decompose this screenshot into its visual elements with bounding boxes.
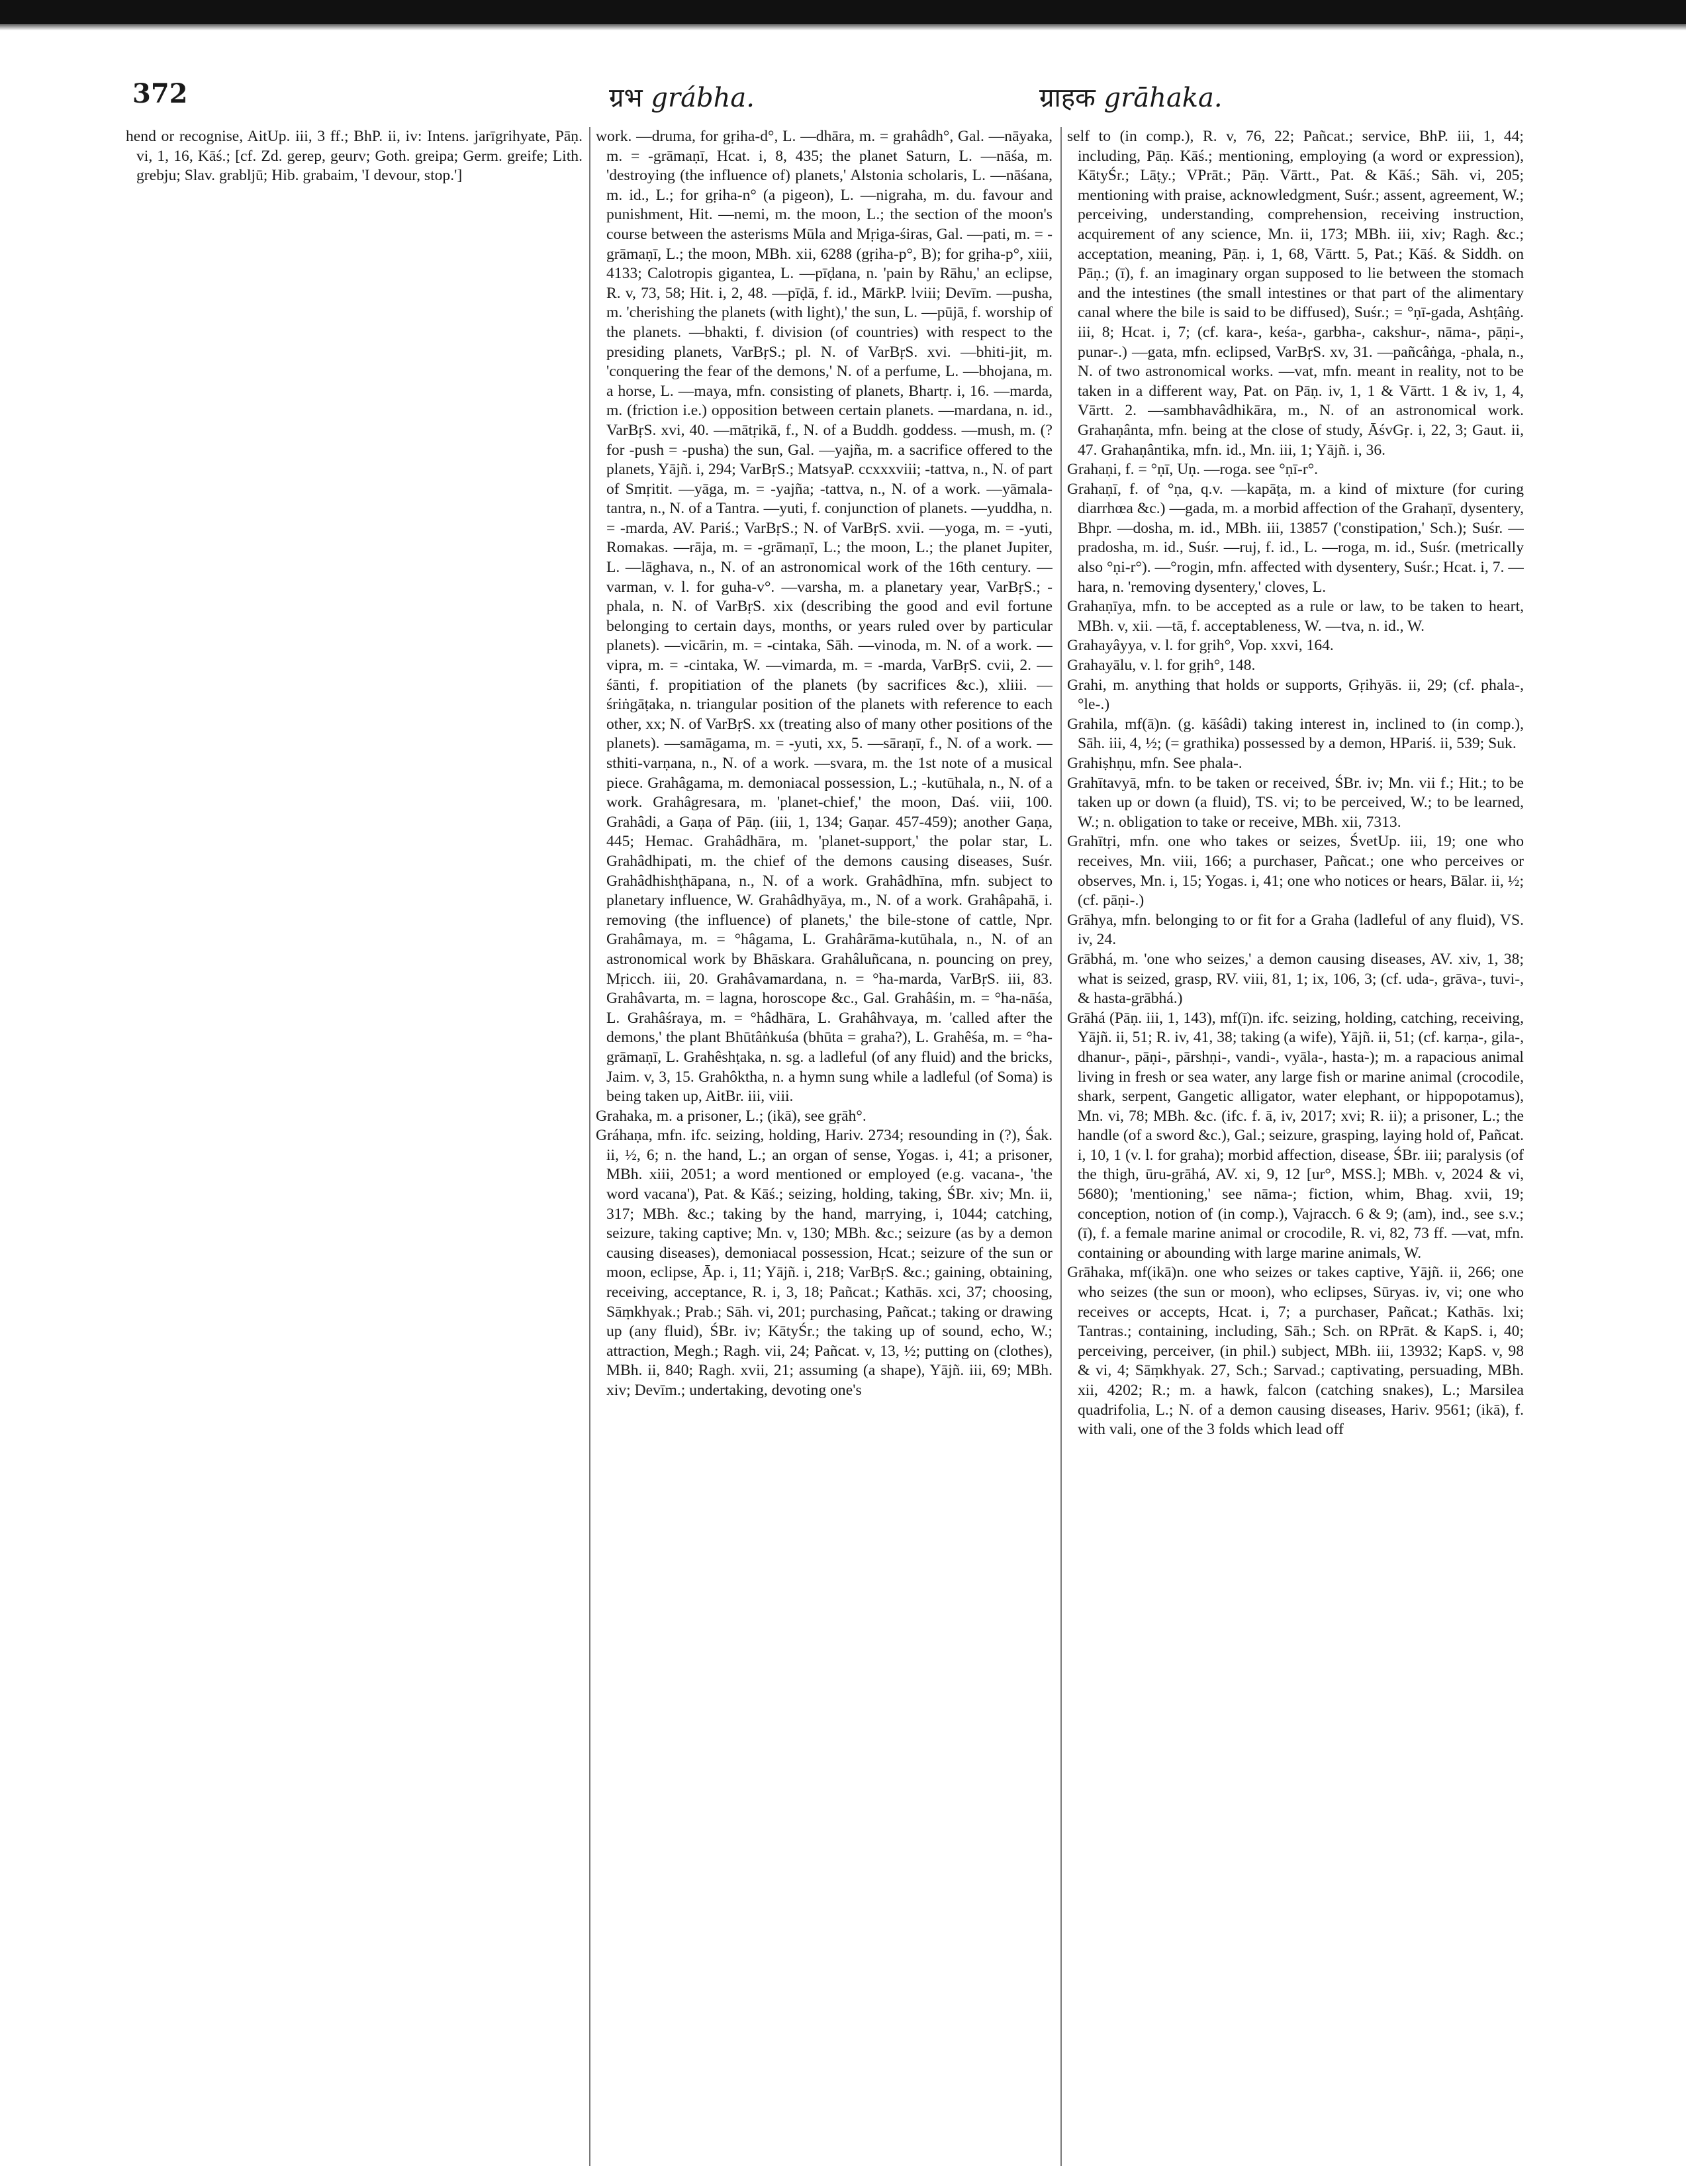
column-2-entry-3: Gráhaṇa, mfn. ifc. seizing, holding, Hariv. 2734; resounding in (?), Śak. ii, ½, 6; n. the hand, L.; an organ of sense, Yogas. i, 41; a prisoner, MBh. xiii, 2051; a word mentioned or employed (e.g. vacana-, 'the word vacana'), Pat. & Kāś.; seizing, holding, taking, ŚBr. xiv; Mn. ii, 317; MBh. &c.; taking by the hand, marrying, i, 1044; catching, seizure, taking captive; Mn. v, 130; MBh. &c.; seizure (as by a demon causing diseases), demoniacal possession, Hcat.; seizure of the sun or moon, eclipse, Āp. i, 11; Yājñ. i, 218; VarBṛS. &c.; gaining, obtaining, receiving, acceptance, R. i, 3, 18; Pañcat.; Kathās. xci, 37; choosing, Sāṃkhyak.; Prab.; Sāh. vi, 201; purchasing, Pañcat.; taking or drawing up (any fluid), ŚBr. iv; KātyŚr.; the taking up of sound, echo, W.; attraction, Megh.; Ragh. vii, 24; Pañcat. v, 13, ½; putting on (clothes), MBh. ii, 840; Ragh. xvii, 21; assuming (a shape), Yājñ. iii, 69; MBh. xiv; Devīm.; undertaking, devoting one's [596, 1127, 1053, 1399]
column-3-entry-6: Grahayālu, v. l. for gṛih°, 148. [1067, 657, 1256, 675]
left-running-head [609, 78, 755, 115]
right-head-word: grāhaka. [1103, 83, 1223, 113]
column-3-entry-14: Grāhá (Pāṇ. iii, 1, 143), mf(ī)n. ifc. seizing, holding, catching, receiving, Yājñ. ii, 51; R. iv, 41, 38; taking (a wife), Yājñ. ii, 51; (cf. karṇa-, gila-, dhanur-, pāṇi-, pārshṇi-, vandi-, vyāla-, hasta-); m. a rapacious animal living in fresh or sea water, any large fish or marine animal (crocodile, shark, serpent, Gangetic alligator, water elephant, or hippopotamus), Mn. vi, 78; MBh. &c. (ifc. f. ā, iv, 2017; xvi; R. ii); a prisoner, L.; the handle (of a sword &c.), Gal.; seizure, grasping, laying hold of, Pañcat. i, 10, 1 (v. l. for graha); morbid affection, disease, ŚBr. iii; paralysis (of the thigh, ūru-grāhá, AV. xi, 9, 12 [ur°, MSS.]; MBh. v, 2024 & vi, 5680); 'mentioning,' see nāma-; fiction, whim, Bhag. xvii, 19; conception, notion of (in comp.), Vajracch. 6 & 9; (am), ind., see s.v.; (ī), f. a female marine animal or crocodile, R. vi, 82, 73 ff. —vat, mfn. containing or abounding with large marine animals, W. [1067, 1009, 1524, 1262]
column-2 [596, 127, 1053, 2166]
column-3-entry-10: Grahītavyā, mfn. to be taken or received, ŚBr. iv; Mn. vii f.; Hit.; to be taken up or down (a fluid), TS. vi; to be perceived, W.; to be learned, W.; n. obligation to take or receive, MBh. xii, 7313. [1067, 774, 1524, 831]
column-3-entry-4: Grahaṇīya, mfn. to be accepted as a rule or law, to be taken to heart, MBh. v, xii. —tā, f. acceptableness, W. —tva, n. id., W. [1067, 598, 1524, 635]
column-3-entry-15: Grāhaka, mf(ikā)n. one who seizes or takes captive, Yājñ. ii, 266; one who seizes (the sun or moon), who eclipses, Sūryas. iv, vi; one who receives or accepts, Hcat. i, 7; a purchaser, Pañcat.; Kathās. lxi; Tantras.; containing, including, Sāh.; Sch. on RPrāt. & KapS. i, 40; perceiving, perceiver, (in phil.) subject, MBh. iii, 13932; KapS. v, 98 & vi, 4; Sāṃkhyak. 27, Sch.; Sarvad.; captivating, persuading, MBh. xii, 4202; R.; m. a hawk, falcon (catching snakes), L.; Marsilea quadrifolia, L.; N. of a demon causing diseases, Hariv. 9561; (ikā), f. with vali, one of the 3 folds which lead off [1067, 1264, 1524, 1439]
column-divider-2 [1060, 127, 1062, 2166]
column-3-entry-8: Grahila, mf(ā)n. (g. kāśâdi) taking interest in, inclined to (in comp.), Sāh. iii, 4, ½; (= grathika) possessed by a demon, HPariś. ii, 539; Suk. [1067, 715, 1524, 753]
column-3-entry-9: Grahiṣhṇu, mfn. See phala-. [1067, 755, 1242, 772]
right-running-head [1039, 78, 1223, 115]
scan-top-shadow [0, 24, 1686, 30]
page-header [132, 78, 1575, 126]
column-3-entry-7: Grahi, m. anything that holds or supports, Gṛihyās. ii, 29; (cf. phala-, °le-.) [1067, 676, 1524, 714]
left-head-word: grábha. [651, 83, 755, 113]
column-3-entry-12: Grāhya, mfn. belonging to or fit for a Graha (ladleful of any fluid), VS. iv, 24. [1067, 911, 1524, 949]
column-2-entry-1: work. —druma, for gṛiha-d°, L. —dhāra, m. = grahâdh°, Gal. —nāyaka, m. = -grāmaṇī, Hcat. i, 8, 435; the planet Saturn, L. —nāśa, m. 'destroying (the influence of) planets,' Alstonia scholaris, L. —nāśana, m. id., L.; for gṛiha-n° (a pigeon), L. —nigraha, m. du. favour and punishment, Hit. —nemi, m. the moon, L.; the section of the moon's course between the asterisms Mūla and Mṛiga-śiras, Gal. —pati, m. = -grāmaṇī, L.; the moon, MBh. xii, 6288 (gṛiha-p°, B); for gṛiha-p°, xiii, 4133; Calotropis gigantea, L. —pīḍana, n. 'pain by Rāhu,' an eclipse, R. v, 73, 58; Hit. i, 2, 48. —pīḍā, f. id., MārkP. lviii; Devīm. —pusha, m. 'cherishing the planets (with light),' the sun, L. —pūjā, f. worship of the planets. —bhakti, f. division (of countries) with respect to the presiding planets, VarBṛS.; pl. N. of VarBṛS. xvi. —bhiti-jit, m. 'conquering the fear of the demons,' N. of a perfume, L. —bhojana, m. a horse, L. —maya, mfn. consisting of planets, Bhartṛ. i, 16. —marda, m. (friction i.e.) opposition between certain planets. —mardana, n. id., VarBṛS. xvi, 40. —mātṛikā, f., N. of a Buddh. goddess. —mush, m. (? for -push = -pusha) the sun, Gal. —yajña, m. a sacrifice offered to the planets, Yājñ. i, 294; VarBṛS.; MatsyaP. ccxxxviii; -tattva, n., N. of part of Smṛitit. —yāga, m. = -yajña; -tattva, n., N. of a work. —yāmala-tantra, n., N. of a Tantra. —yuti, f. conjunction of planets. —yuddha, n. = -marda, AV. Pariś.; VarBṛS.; N. of VarBṛS. xvii. —yoga, m. = -yuti, Romakas. —rāja, m. = -grāmaṇī, L.; the moon, L.; the planet Jupiter, L. —lāghava, n., N. of an astronomical work of the 16th century. —varman, v. l. for guha-v°. —varsha, m. a planetary year, VarBṛS.; -phala, n. N. of VarBṛS. xix (describing the good and evil fortune belonging to certain days, months, or years ruled over by particular planets). —vicārin, m. = -cintaka, Sāh. —vinoda, m. N. of a work. —vipra, m. = -cintaka, W. —vimarda, m. = -marda, VarBṛS. cvii, 2. —śānti, f. propitiation of the planets (by sacrifices &c.), xliii. —śriṅgāṭaka, n. triangular position of the planets with reference to each other, xx; N. of VarBṛS. xx (treating also of many other positions of the planets). —samāgama, m. = -yuti, xx, 5. —sāraṇī, f., N. of a work. —sthiti-varṇana, n., N. of a work. —svara, m. the 1st note of a musical piece. Grahâgama, m. demoniacal possession, L.; -kutūhala, n., N. of a work. Grahâgresara, m. 'planet-chief,' the moon, Daś. viii, 100. Grahâdi, a Gaṇa of Pāṇ. (iii, 1, 134; Gaṇar. 457-459); another Gaṇa, 445; Hemac. Grahâdhāra, m. 'planet-support,' the polar star, L. Grahâdhipati, m. the chief of the demons causing diseases, Suśr. Grahâdhishṭhāpana, n., N. of a work. Grahâdhīna, mfn. subject to planetary influence, W. Grahâdhyāya, m., N. of a work. Grahâpahā, i. removing (the influence) of planets,' the bile-stone of cattle, Npr. Grahâmaya, m. = °hâgama, L. Grahârāma-kutūhala, n., N. of an astronomical work by Bhāskara. Grahâluñcana, n. pouncing on prey, Mṛicch. iii, 20. Grahâvamardana, n. = °ha-marda, VarBṛS. iii, 83. Grahâvarta, m. = lagna, horoscope &c., Gal. Grahâśin, m. = °ha-nāśa, L. Grahâśraya, m. = °hâdhāra, L. Grahâhvaya, m. 'called after the demons,' the plant Bhūtâṅkuśa (bhūta = graha?), L. Grahêśa, m. = °ha-grāmaṇī, L. Grahêshṭaka, n. sg. a ladleful (of any fluid) and the bricks, Jaim. v, 3, 15. Grahôktha, n. a hymn sung while a ladleful (of Soma) is being taken up, AitBr. iii, viii. [596, 128, 1053, 1106]
left-head-devanagari: ग्रभ [609, 83, 643, 113]
page-number: 372 [132, 78, 188, 109]
column-1 [126, 127, 583, 2166]
column-3-entry-5: Grahayâyya, v. l. for gṛih°, Vop. xxvi, 164. [1067, 637, 1334, 655]
column-3-entry-2: Grahaṇi, f. = °ṇī, Uṇ. —roga. see °ṇī-r°. [1067, 461, 1319, 479]
scan-top-border [0, 0, 1686, 24]
column-divider-1 [589, 127, 590, 2166]
right-head-devanagari: ग्राहक [1039, 83, 1096, 113]
column-2-entry-2: Grahaka, m. a prisoner, L.; (ikā), see gṛāh°. [596, 1107, 866, 1125]
column-3 [1067, 127, 1524, 2166]
column-3-entry-3: Grahaṇī, f. of °ṇa, q.v. —kapāṭa, m. a kind of mixture (for curing diarrhœa &c.) —gada, m. a morbid affection of the Grahaṇī, dysentery, Bhpr. —dosha, m. id., MBh. iii, 13857 ('constipation,' Sch.); Suśr. —pradosha, m. id., Suśr. —ruj, f. id., L. —roga, m. id., Suśr. (metrically also °ṇi-r°). —°rogin, mfn. affected with dysentery, Suśr.; Hcat. i, 7. —hara, n. 'removing dysentery,' cloves, L. [1067, 480, 1524, 596]
column-3-entry-11: Grahītṛi, mfn. one who takes or seizes, ŚvetUp. iii, 19; one who receives, Mn. viii, 166; a purchaser, Pañcat.; one who perceives or observes, Mn. i, 15; Yogas. i, 41; one who notices or hears, Bālar. ii, ½; (cf. pāṇi-.) [1067, 833, 1524, 910]
column-3-entry-13: Grābhá, m. 'one who seizes,' a demon causing diseases, AV. xiv, 1, 38; what is seized, grasp, RV. viii, 81, 1; ix, 106, 3; (cf. uda-, grāva-, tuvi-, & hasta-grābhá.) [1067, 950, 1524, 1008]
column-1-text: hend or recognise, AitUp. iii, 3 ff.; BhP. ii, iv: Intens. jarīgrihyate, Pāṇ. vi, 1, 16, Kāś.; [cf. Zd. gerep, geurv; Goth. greipa; Germ. greife; Lith. grebju; Slav. grabljū; Hib. grabaim, 'I devour, stop.'] [126, 128, 583, 185]
column-3-entry-1: self to (in comp.), R. v, 76, 22; Pañcat.; service, BhP. iii, 1, 44; including, Pāṇ. Kāś.; mentioning, employing (a word or expression), KātyŚr.; Lāṭy.; VPrāt.; Pāṇ. Vārtt., Pat. & Kāś.; Sāh. vi, 205; mentioning with praise, acknowledgment, Suśr.; assent, agreement, W.; perceiving, understanding, comprehension, receiving instruction, acquirement of any science, Mn. ii, 173; MBh. iii, xiv; Ragh. &c.; acceptation, meaning, Pāṇ. i, 1, 68, Vārtt. 5, Pat.; Kāś. & Siddh. on Pāṇ.; (ī), f. an imaginary organ supposed to lie between the stomach and the intestines (the small intestines or that part of the alimentary canal where the bile is said to be diffused), Suśr.; = °ṇī-gada, Ashṭâṅg. iii, 8; Hcat. i, 7; (cf. kara-, keśa-, garbha-, cakshur-, nāma-, pāṇi-, punar-.) —gata, mfn. eclipsed, VarBṛS. xv, 31. —pañcâṅga, -phala, n., N. of two astronomical works. —vat, mfn. meant in reality, not to be taken in a different way, Pat. on Pāṇ. iv, 1, 1 & Vārtt. 1 & iv, 1, 4, Vārtt. 2. —sambhavâdhikāra, m., N. of an astronomical work. Grahaṇânta, mfn. being at the close of study, ĀśvGṛ. i, 22, 3; Gaut. ii, 47. Grahaṇântika, mfn. id., Mn. iii, 1; Yājñ. i, 36. [1067, 128, 1524, 459]
